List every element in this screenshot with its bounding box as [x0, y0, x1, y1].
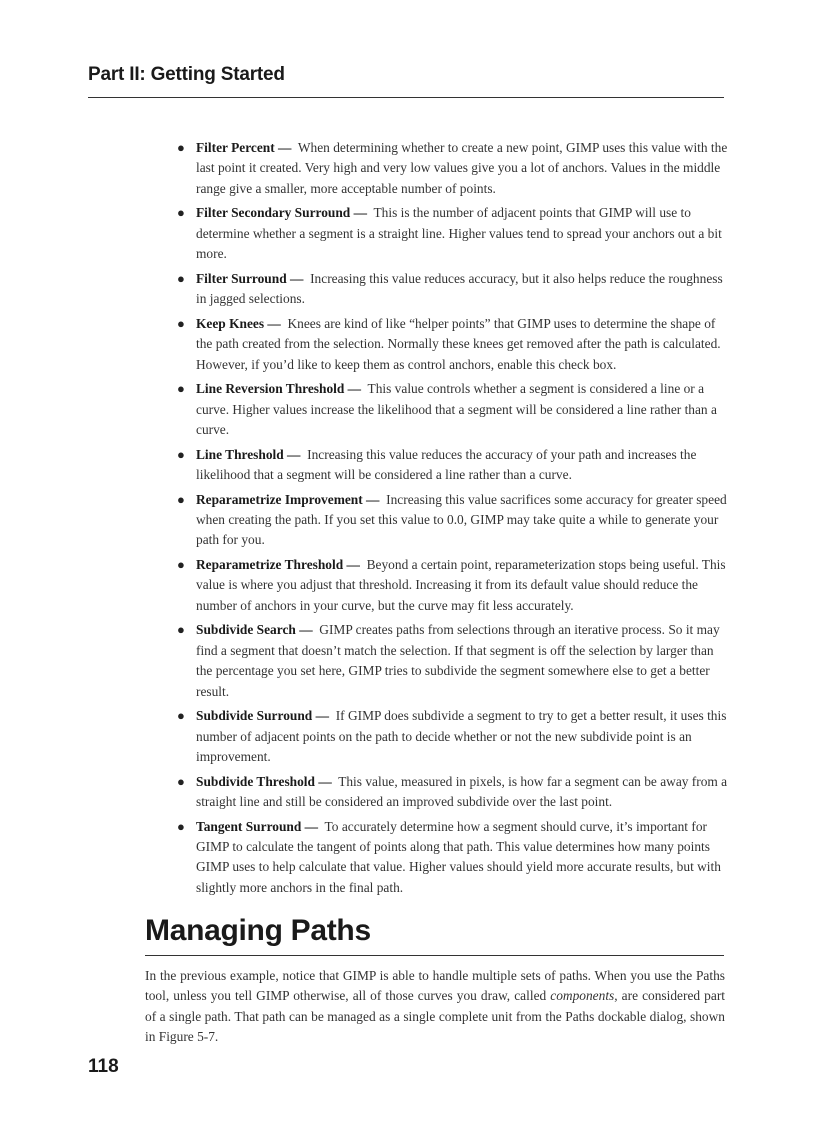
list-item [174, 706, 730, 767]
option-description: To accurately determine how a segment should curve, it’s important for GIMP to calculate the tangent of points along that path. This value determines how many points GIMP uses to help calculate that value. Higher values should yield more accurate results, but with slightly more anchors in the final path. [196, 818, 721, 895]
option-description: This value controls whether a segment is considered a line or a curve. Higher values increase the likelihood that a segment will be considered a line rather than a curve. [196, 381, 717, 438]
option-term: Tangent Surround — [196, 818, 319, 834]
bullet-icon: ● [177, 446, 185, 462]
bullet-icon: ● [177, 205, 185, 221]
option-term: Filter Percent — [196, 140, 292, 155]
bullet-icon: ● [177, 491, 185, 507]
bullet-icon: ● [177, 622, 185, 638]
option-term: Subdivide Threshold — [196, 773, 332, 789]
list-item [174, 772, 730, 813]
bullet-icon: ● [177, 773, 185, 789]
paragraph-emphasis: components [550, 988, 615, 1004]
bullet-icon: ● [177, 381, 185, 397]
section-rule [145, 955, 724, 956]
page-number: 118 [88, 1056, 119, 1077]
option-term: Reparametrize Improvement — [196, 491, 380, 507]
list-item [174, 203, 730, 264]
option-description: Beyond a certain point, reparameterization stops being useful. This value is where you adjust that threshold. Increasing it from its default value should reduce the number of anchors in your curve, but the curve may fit less accurately. [196, 557, 726, 613]
paragraph-text-end: , are considered part of a single path. That path can be managed as a single complete unit from the Paths dockable dialog, shown in Figure 5-7. [145, 988, 725, 1045]
list-item [174, 555, 730, 616]
bullet-icon: ● [177, 270, 185, 286]
option-term: Filter Secondary Surround — [196, 205, 367, 221]
bullet-icon: ● [177, 557, 185, 573]
option-term: Filter Surround — [196, 270, 304, 286]
body-paragraph [145, 966, 725, 1048]
option-term: Line Threshold — [196, 446, 301, 462]
option-description: This is the number of adjacent points that GIMP will use to determine whether a segment is a straight line. Higher values tend to spread your anchors out a bit more. [196, 205, 722, 262]
bullet-icon: ● [177, 818, 185, 834]
option-description: If GIMP does subdivide a segment to try to get a better result, it uses this number of adjacent points on the path to decide whether or not the new subdivide point is an improvement. [196, 708, 727, 765]
option-term: Reparametrize Threshold — [196, 557, 360, 573]
option-list [174, 138, 730, 902]
option-description: Increasing this value sacrifices some accuracy for greater speed when creating the path. If you set this value to 0.0, GIMP may take quite a while to generate your path for you. [196, 491, 727, 548]
section-title: Managing Paths [145, 914, 371, 947]
list-item [174, 620, 730, 702]
bullet-icon: ● [177, 315, 185, 331]
list-item [174, 138, 730, 199]
running-head: Part II: Getting Started [88, 64, 285, 85]
list-item [174, 817, 730, 899]
paragraph-text-start: In the previous example, notice that GIMP is able to handle multiple sets of paths. When you use the Paths tool, unless you tell GIMP otherwise, all of those curves you draw, called [145, 968, 725, 1004]
list-item [174, 269, 730, 310]
list-item [174, 445, 730, 486]
option-description: Knees are kind of like “helper points” that GIMP uses to determine the shape of the path created from the selection. Normally these knees get removed after the path is calculated. However, if you’d like to keep them as control anchors, enable this check box. [196, 315, 721, 372]
list-item [174, 490, 730, 551]
option-term: Subdivide Surround — [196, 708, 329, 724]
option-description: Increasing this value reduces the accuracy of your path and increases the likelihood that a segment will be considered a line rather than a curve. [196, 446, 697, 483]
bullet-icon: ● [177, 140, 185, 155]
option-description: GIMP creates paths from selections through an iterative process. So it may find a segment that doesn’t match the selection. If that segment is off the selection by larger than the percentage you set here, GIMP tries to subdivide the segment somewhere else to get a better result. [196, 622, 720, 699]
option-term: Subdivide Search — [196, 622, 313, 638]
option-description: This value, measured in pixels, is how far a segment can be away from a straight line and still be considered an improved subdivide over the last point. [196, 773, 728, 810]
option-term: Keep Knees — [196, 315, 281, 331]
list-item [174, 379, 730, 440]
list-item [174, 314, 730, 375]
option-description: Increasing this value reduces accuracy, but it also helps reduce the roughness in jagged selections. [196, 270, 723, 307]
bullet-icon: ● [177, 708, 185, 724]
option-description: When determining whether to create a new point, GIMP uses this value with the last point it created. Very high and very low values give you a lot of anchors. Values in the middle range give a smaller, more acceptable number of points. [196, 140, 728, 196]
option-term: Line Reversion Threshold — [196, 381, 362, 397]
header-rule [88, 97, 724, 98]
